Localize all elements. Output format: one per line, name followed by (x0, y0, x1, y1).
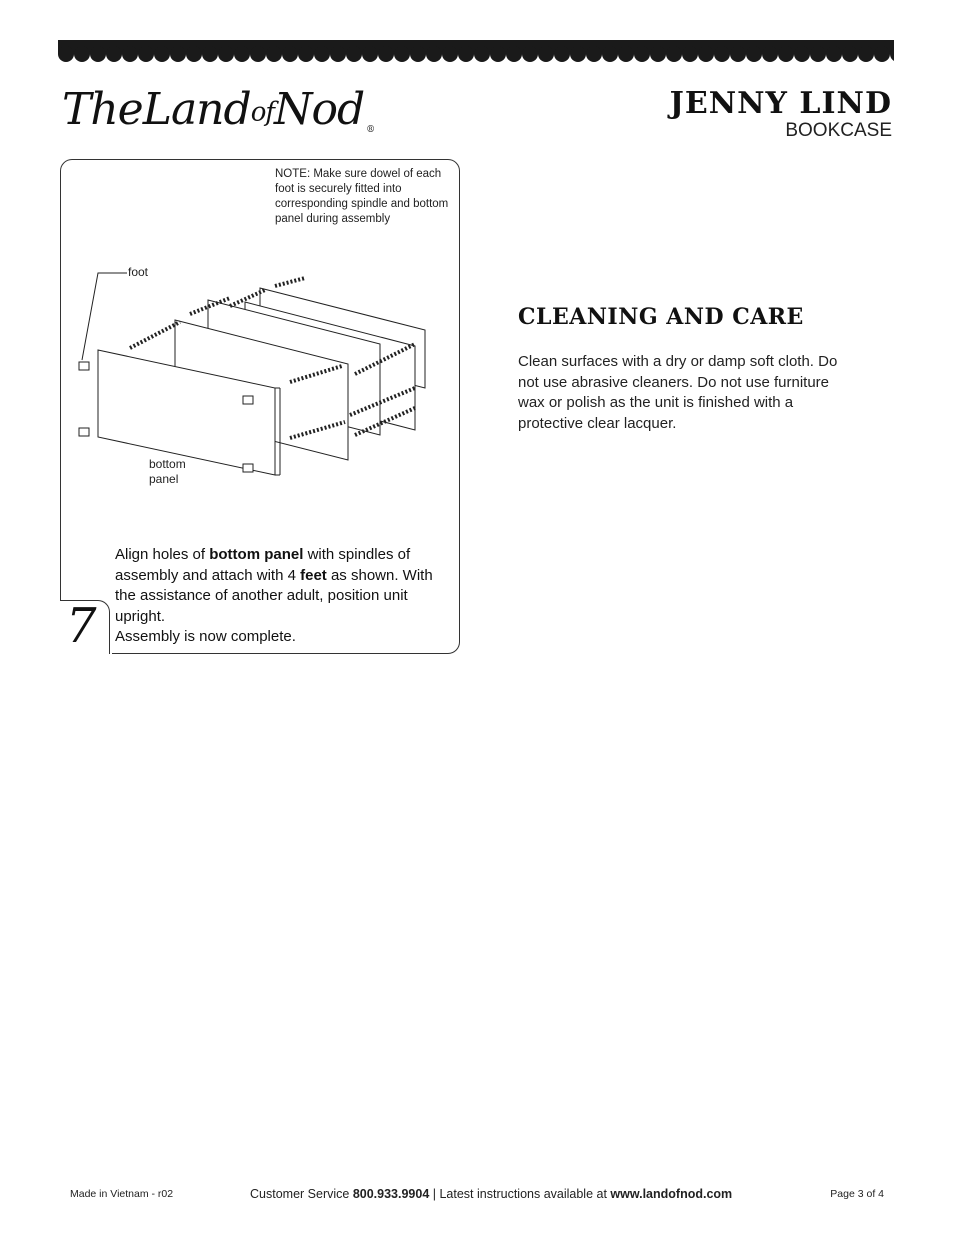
foot-leader-line (82, 273, 127, 360)
label-bottom: bottom (149, 457, 186, 471)
step-number: 7 (66, 598, 97, 654)
assembly-diagram (70, 270, 450, 490)
footer-contact: Customer Service 800.933.9904 | Latest instructions available at www.landofnod.com (250, 1187, 733, 1201)
foot-part (243, 464, 253, 472)
customer-service-phone: 800.933.9904 (352, 1187, 430, 1201)
foot-part (79, 428, 89, 436)
brand-logo: TheLandofNod ® (62, 84, 375, 135)
bold-bottom-panel: bottom panel (209, 546, 304, 563)
care-body: Clean surfaces with a dry or damp soft cloth. Do not use abrasive cleaners. Do not use furniture wax or polish as the unit is finished with a protective clear lacquer. (518, 353, 838, 432)
footer-origin: Made in Vietnam - r02 (70, 1188, 174, 1200)
step-instructions: Align holes of bottom panel with spindles of assembly and attach with 4 feet as shown. With the assistance of another adult, position unit upright. Assembly is now complete. (115, 546, 433, 645)
label-panel: panel (149, 472, 179, 486)
spindle (275, 278, 305, 286)
assembly-note: NOTE: Make sure dowel of each foot is securely fitted into corresponding spindle and bottom panel during assembly (275, 168, 449, 225)
scalloped-banner (58, 40, 894, 66)
product-title: JENNY LIND (669, 86, 892, 121)
care-heading: CLEANING AND CARE (518, 304, 804, 330)
product-subtitle: BOOKCASE (785, 120, 892, 141)
website-url: www.landofnod.com (610, 1187, 733, 1201)
bold-feet: feet (300, 566, 327, 584)
foot-part (79, 362, 89, 370)
footer-page-number: Page 3 of 4 (830, 1188, 884, 1200)
completion-line: Assembly is now complete. (115, 628, 296, 645)
foot-part (243, 396, 253, 404)
spindle (130, 322, 180, 348)
label-foot: foot (128, 265, 149, 279)
